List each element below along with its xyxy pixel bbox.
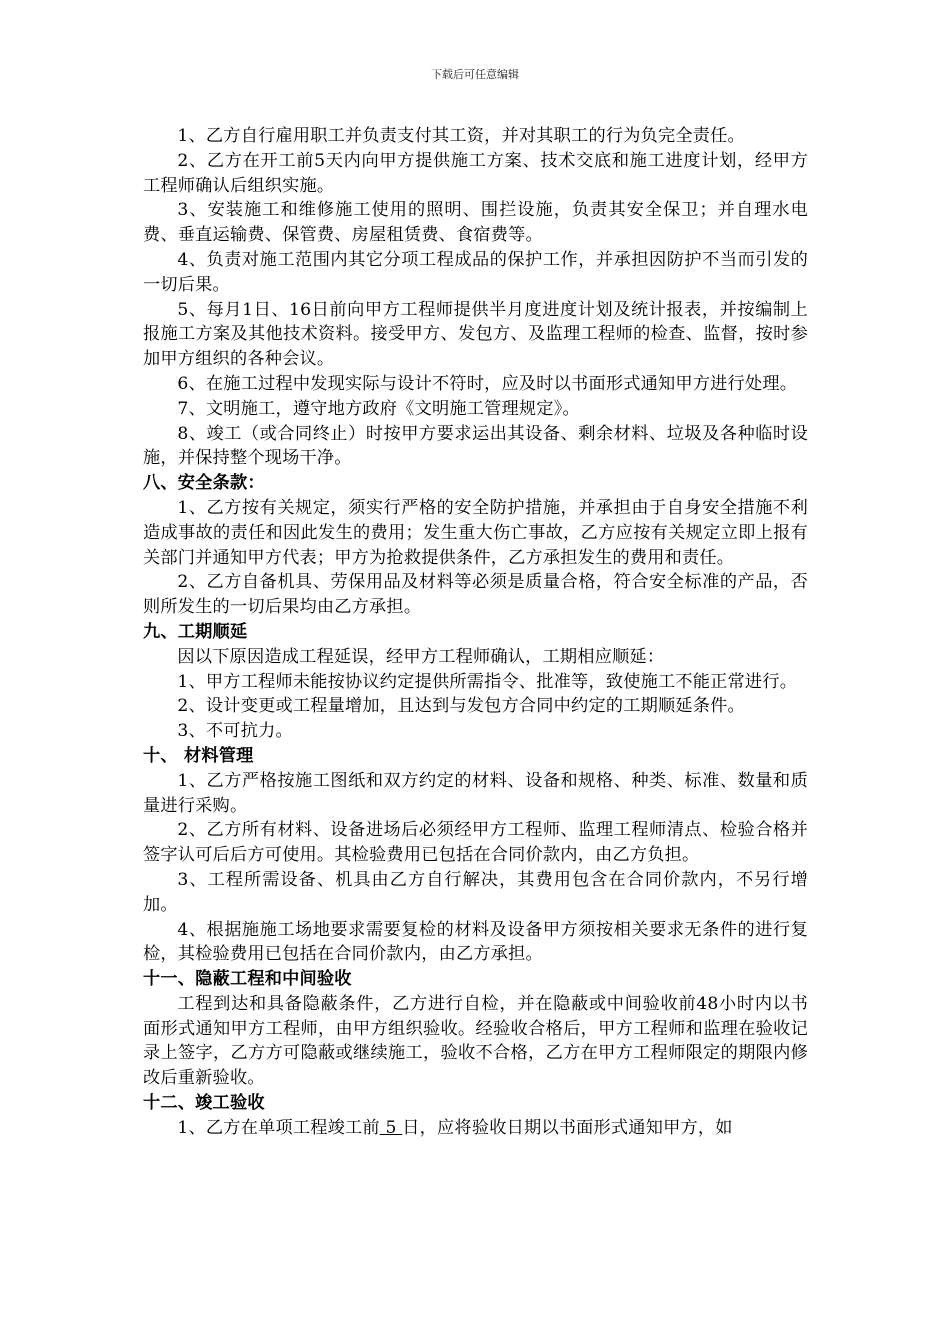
paragraph: 4、根据施施工场地要求需要复检的材料及设备甲方须按相关要求无条件的进行复检，其检验费用已包括在合同价款内，由乙方承担。 bbox=[143, 919, 808, 965]
last-paragraph-after: 日，应将验收日期以书面形式通知甲方，如 bbox=[402, 1117, 733, 1138]
paragraph: 2、乙方所有材料、设备进场后必须经甲方工程师、监理工程师清点、检验合格并签字认可后后方可使用。其检验费用已包括在合同价款内，由乙方负担。 bbox=[143, 820, 808, 866]
paragraph: 因以下原因造成工程延误，经甲方工程师确认，工期相应顺延： bbox=[177, 646, 665, 667]
document-body bbox=[143, 124, 808, 1141]
paragraph: 2、乙方在开工前5天内向甲方提供施工方案、技术交底和施工进度计划，经甲方工程师确认后组织实施。 bbox=[143, 150, 808, 196]
section-heading: 十一、隐蔽工程和中间验收 bbox=[143, 969, 352, 990]
paragraph: 8、竣工（或合同终止）时按甲方要求运出其设备、剩余材料、垃圾及各种临时设施，并保持整个现场干净。 bbox=[143, 423, 808, 469]
paragraph: 6、在施工过程中发现实际与设计不符时，应及时以书面形式通知甲方进行处理。 bbox=[177, 373, 798, 394]
paragraph: 7、文明施工，遵守地方政府《文明施工管理规定》。 bbox=[177, 398, 580, 419]
paragraph: 1、甲方工程师未能按协议约定提供所需指令、批准等，致使施工不能正常进行。 bbox=[177, 671, 798, 692]
paragraph: 1、乙方严格按施工图纸和双方约定的材料、设备和规格、种类、标准、数量和质量进行采购。 bbox=[143, 770, 808, 816]
paragraph: 3、工程所需设备、机具由乙方自行解决，其费用包含在合同价款内，不另行增加。 bbox=[143, 869, 808, 915]
paragraph: 工程到达和具备隐蔽条件，乙方进行自检，并在隐蔽或中间验收前48小时内以书面形式通知甲方工程师，由甲方组织验收。经验收合格后，甲方工程师和监理在验收记录上签字，乙方方可隐蔽或继续施工，验收不合格，乙方在甲方工程师限定的期限内修改后重新验收。 bbox=[143, 993, 808, 1089]
paragraph: 3、不可抗力。 bbox=[177, 721, 293, 742]
paragraph: 2、乙方自备机具、劳保用品及材料等必须是质量合格，符合安全标准的产品，否则所发生的一切后果均由乙方承担。 bbox=[143, 572, 808, 618]
paragraph: 5、每月1日、16日前向甲方工程师提供半月度进度计划及统计报表，并按编制上报施工方案及其他技术资料。接受甲方、发包方、及监理工程师的检查、监督，按时参加甲方组织的各种会议。 bbox=[143, 299, 808, 370]
days-blank: 5 bbox=[379, 1117, 403, 1138]
paragraph: 3、安装施工和维修施工使用的照明、围拦设施，负责其安全保卫；并自理水电费、垂直运输费、保管费、房屋租赁费、食宿费等。 bbox=[143, 200, 808, 246]
paragraph: 4、负责对施工范围内其它分项工程成品的保护工作，并承担因防护不当而引发的一切后果。 bbox=[143, 249, 808, 295]
page-header: 下载后可任意编辑 bbox=[431, 68, 519, 81]
paragraph: 1、乙方自行雇用职工并负责支付其工资，并对其职工的行为负完全责任。 bbox=[177, 126, 745, 146]
section-heading: 十、 材料管理 bbox=[143, 745, 254, 766]
section-heading: 九、工期顺延 bbox=[143, 621, 248, 642]
paragraph: 1、乙方按有关规定，须实行严格的安全防护措施，并承担由于自身安全措施不利造成事故的责任和因此发生的费用；发生重大伤亡事故，乙方应按有关规定立即上报有关部门并通知甲方代表；甲方为抢救提供条件，乙方承担发生的费用和责任。 bbox=[143, 497, 808, 568]
section-heading: 八、安全条款： bbox=[143, 473, 265, 494]
paragraph: 2、设计变更或工程量增加，且达到与发包方合同中约定的工期顺延条件。 bbox=[177, 696, 745, 717]
last-paragraph bbox=[143, 1116, 808, 1141]
last-paragraph-before: 1、乙方在单项工程竣工前 bbox=[177, 1117, 380, 1138]
section-heading: 十二、竣工验收 bbox=[143, 1093, 265, 1114]
